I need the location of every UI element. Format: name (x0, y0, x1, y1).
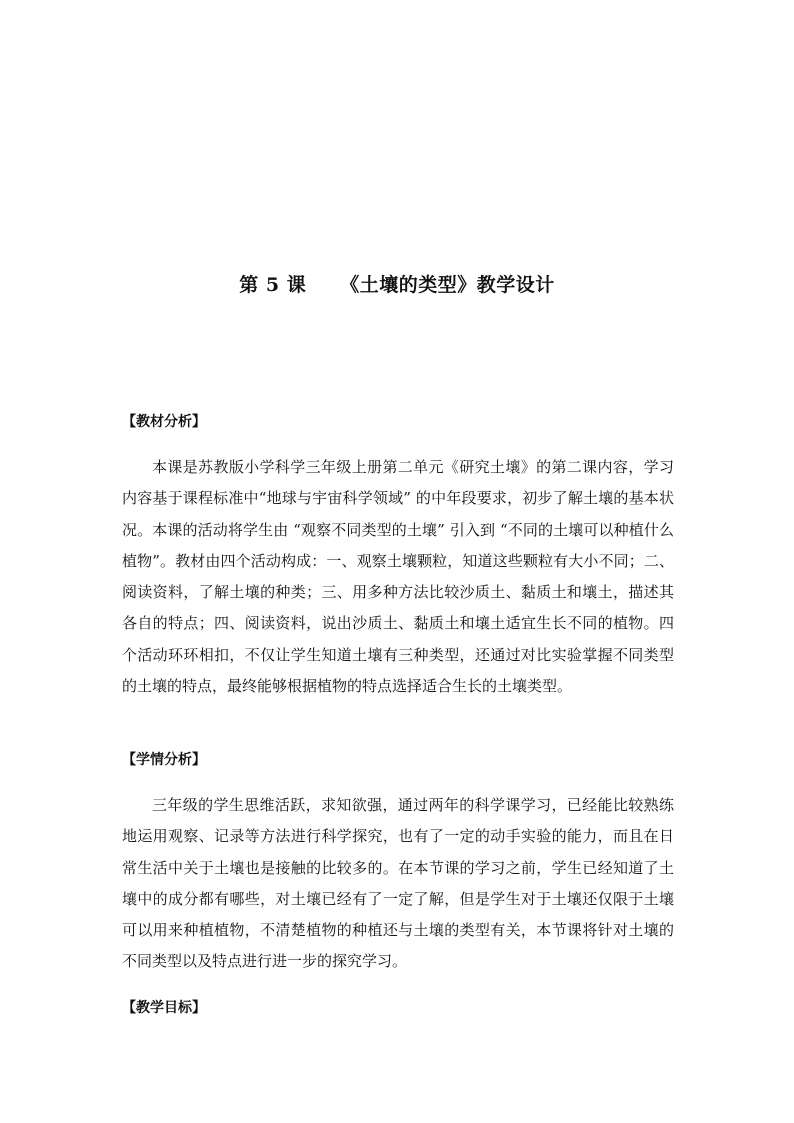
section-heading-textbook-analysis: 【教材分析】 (122, 414, 206, 430)
section-heading-student-analysis: 【学情分析】 (122, 752, 206, 768)
section-body-textbook-analysis: 本课是苏教版小学科学三年级上册第二单元《研究土壤》的第二课内容，学习内容基于课程标准中“地球与宇宙科学领域” 的中年段要求，初步了解土壤的基本状况。本课的活动将学生由 “观察不同类型的土壤” 引入到 “不同的土壤可以种植什么植物”。教材由四个活动构成：一、观察土壤颗粒，知道这些颗粒有大小不同；二、阅读资料，了解土壤的种类；三、用多种方法比较沙质土、黏质土和壤土，描述其各自的特点；四、阅读资料，说出沙质土、黏质土和壤土适宜生长不同的植物。四个活动环环相扣，不仅让学生知道土壤有三种类型，还通过对比实验掌握不同类型的土壤的特点，最终能够根据植物的特点选择适合生长的土壤类型。 (122, 458, 674, 696)
title-lesson-number: 第 5 课 (239, 274, 307, 296)
page-title (0, 270, 794, 297)
section-heading-teaching-goals: 【教学目标】 (122, 1000, 206, 1016)
section-body-student-analysis: 三年级的学生思维活跃，求知欲强，通过两年的科学课学习，已经能比较熟练地运用观察、记录等方法进行科学探究，也有了一定的动手实验的能力，而且在日常生活中关于土壤也是接触的比较多的。在本节课的学习之前，学生已经知道了土壤中的成分都有哪些，对土壤已经有了一定了解，但是学生对于土壤还仅限于土壤可以用来种植植物，不清楚植物的种植还与土壤的类型有关，本节课将针对土壤的不同类型以及特点进行进一步的探究学习。 (122, 796, 674, 971)
title-lesson-name: 《土壤的类型》教学设计 (340, 274, 555, 296)
